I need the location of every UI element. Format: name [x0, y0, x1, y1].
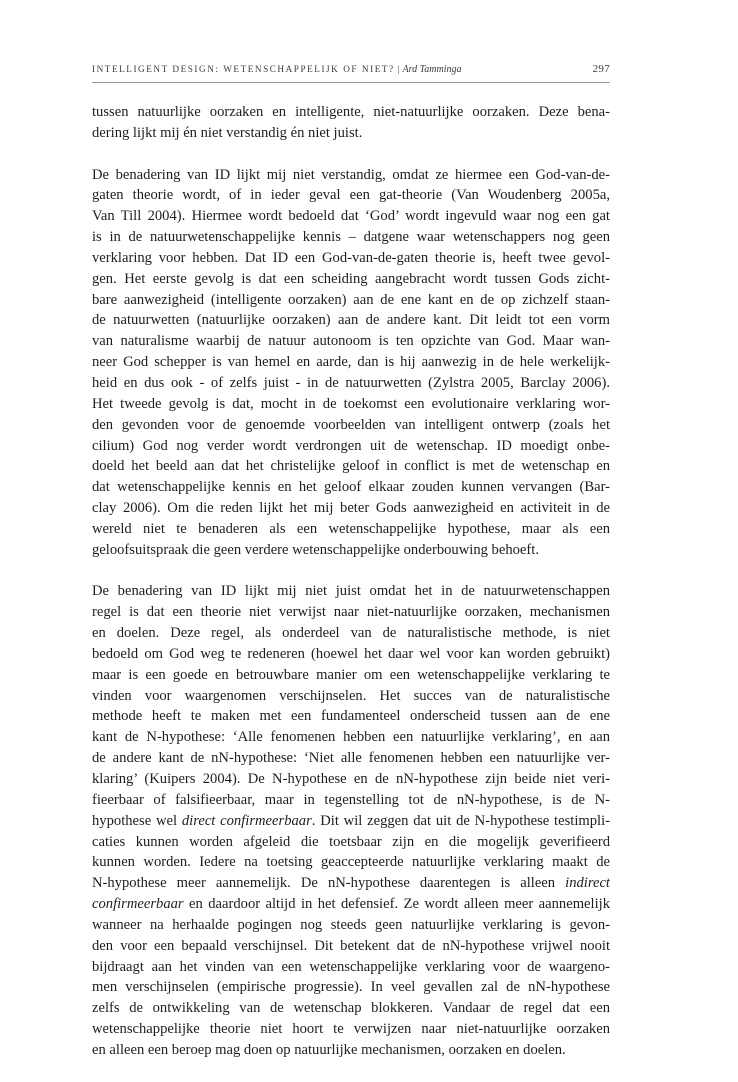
text-run: doeld het beeld aan dat het christelijke geloof in conflict is met de wetenschap en: [92, 458, 610, 475]
page-number: 297: [592, 63, 610, 75]
text-line: [92, 748, 610, 769]
running-head-author: Ard Tamminga: [402, 64, 462, 75]
text-line: [92, 936, 610, 957]
paragraph: [92, 102, 610, 144]
text-line: [92, 456, 610, 477]
text-line: [92, 873, 610, 894]
text-line: [92, 498, 610, 519]
text-line: [92, 1040, 610, 1061]
text-run: geloofsuitspraak die geen verdere wetenschappelijke onderbouwing behoeft.: [92, 541, 539, 558]
text-run: en alleen een beroep mag doen op natuurlijke mechanismen, oorzaken en doelen.: [92, 1041, 566, 1058]
text-line: [92, 790, 610, 811]
running-head: [92, 62, 610, 78]
text-line: [92, 290, 610, 311]
text-run: en doelen. Deze regel, als onderdeel van de naturalistische methode, is niet: [92, 625, 610, 642]
text-run: neer God schepper is van hemel en aarde, dan is hij aanwezig in de hele werkelijk-: [92, 354, 610, 371]
paragraph: [92, 581, 610, 1060]
text-line: [92, 310, 610, 331]
running-head-text: [92, 64, 462, 75]
text-line: [92, 331, 610, 352]
text-line: [92, 623, 610, 644]
text-run: de natuurwetten (natuurlijke oorzaken) aan de andere kant. Dit leidt tot een vorm: [92, 312, 610, 329]
text-run: den gevonden voor de genoemde voorbeelden van intelligent ontwerp (zoals het: [92, 416, 610, 433]
text-line: [92, 436, 610, 457]
text-run: methode heeft te maken met een fundamenteel onderscheid tussen aan de ene: [92, 708, 610, 725]
text-run: tussen natuurlijke oorzaken en intelligente, niet-natuurlijke oorzaken. Deze bena-: [92, 104, 610, 120]
text-run: kunnen worden. Iedere na toetsing geaccepteerde natuurlijke verklaring maakt de: [92, 854, 610, 871]
text-line: [92, 665, 610, 686]
text-run: wanneer na herhaalde pogingen nog steeds geen natuurlijke verklaring is gevon-: [92, 916, 610, 933]
text-run: zelfs de ontwikkeling van de wetenschap blokkeren. Vandaar de regel dat een: [92, 1000, 610, 1017]
paragraph: [92, 165, 610, 561]
text-line: [92, 998, 610, 1019]
text-run: regel is dat een theorie niet verwijst naar niet-natuurlijke oorzaken, mechanismen: [92, 604, 610, 621]
text-run: maar is een goede en betrouwbare manier om een wetenschappelijke verklaring te: [92, 666, 610, 683]
text-run: fieerbaar of falsifieerbaar, maar in tegenstelling tot de nN-hypothese, is de N-: [92, 791, 610, 808]
text-line: [92, 706, 610, 727]
text-run: men verschijnselen (empirische progressie). In veel gevallen zal de nN-hypothese: [92, 979, 610, 996]
text-line: [92, 686, 610, 707]
text-run: caties kunnen worden afgeleid die toetsbaar zijn en die mogelijk geverifieerd: [92, 833, 610, 850]
text-run: . Dit wil zeggen dat uit de N-hypothese testimpli-: [311, 812, 610, 829]
text-line: [92, 832, 610, 853]
text-run: is in de natuurwetenschappelijke kennis – datgene waar wetenschappers nog geen: [92, 229, 610, 246]
text-line: [92, 415, 610, 436]
text-run: heid en dus ook - of zelfs juist - in de natuurwetten (Zylstra 2005, Barclay 2006).: [92, 374, 610, 391]
text-line: [92, 894, 610, 915]
text-run: bijdraagt aan het vinden van een wetenschappelijke verklaring voor de waargeno-: [92, 958, 610, 975]
text-line: [92, 165, 610, 186]
text-line: [92, 102, 610, 123]
text-line: [92, 957, 610, 978]
text-run: klaring’ (Kuipers 2004). De N-hypothese en de nN-hypothese zijn beide niet veri-: [92, 771, 610, 787]
text-run: den voor een bepaald verschijnsel. Dit betekent dat de nN-hypothese vrijwel nooit: [92, 937, 610, 954]
text-line: [92, 811, 610, 832]
running-head-separator: |: [397, 64, 400, 74]
text-run: gen. Het eerste gevolg is dat een scheiding aangebracht wordt tussen Gods zicht-: [92, 270, 610, 287]
text-run: kant de N-hypothese: ‘Alle fenomenen hebben een natuurlijke verklaring’, en aan: [92, 729, 610, 746]
text-run: De benadering van ID lijkt mij niet verstandig, omdat ze hiermee een God-van-de-: [92, 166, 610, 183]
text-line: [92, 644, 610, 665]
text-line: [92, 769, 610, 790]
text-run: dat wetenschappelijke kennis en het geloof elkaar zouden kunnen vervangen (Bar-: [92, 479, 610, 496]
text-run: hypothese wel: [92, 812, 182, 829]
text-run: N-hypothese meer aannemelijk. De nN-hypothese daarentegen is alleen: [92, 875, 566, 892]
text-line: [92, 852, 610, 873]
text-run: De benadering van ID lijkt mij niet juist omdat het in de natuurwetenschappen: [92, 583, 610, 600]
text-run: cilium) God nog verder wordt verdrongen uit de wetenschap. ID moedigt onbe-: [92, 437, 610, 454]
text-line: [92, 727, 610, 748]
text-line: [92, 977, 610, 998]
italic-term: indirect: [565, 875, 610, 892]
running-head-title: INTELLIGENT DESIGN: WETENSCHAPPELIJK OF NIET?: [92, 64, 395, 74]
text-line: [92, 581, 610, 602]
text-line: [92, 185, 610, 206]
text-run: dering lijkt mij én niet verstandig én niet juist.: [92, 124, 363, 141]
text-run: en daardoor altijd in het defensief. Ze wordt alleen meer aannemelijk: [183, 896, 610, 913]
text-run: de andere kant de nN-hypothese: ‘Niet alle fenomenen hebben een natuurlijke ver-: [92, 750, 610, 767]
text-run: van naturalisme waarbij de natuur autonoom is ten opzichte van God. Maar wan-: [92, 333, 610, 350]
body-text: [92, 102, 610, 1082]
text-line: [92, 227, 610, 248]
text-run: bare aanwezigheid (intelligente oorzaken) aan de ene kant en de op zichzelf staan-: [92, 291, 610, 308]
italic-term: confirmeerbaar: [92, 896, 184, 913]
text-line: [92, 519, 610, 540]
text-line: [92, 373, 610, 394]
text-run: wereld niet te benaderen als een wetenschappelijke hypothese, maar als een: [92, 520, 610, 537]
text-run: Van Till 2004). Hiermee wordt bedoeld dat ‘God’ wordt ingevuld waar nog een gat: [92, 208, 610, 225]
text-run: Het tweede gevolg is dat, mocht in de toekomst een evolutionaire verklaring wor-: [92, 395, 610, 412]
text-run: clay 2006). Om die reden lijkt het mij beter Gods aanwezigheid en activiteit in de: [92, 500, 610, 517]
text-run: verklaring voor hebben. Dat ID een God-van-de-gaten theorie is, heeft twee gevol-: [92, 249, 610, 266]
text-line: [92, 602, 610, 623]
text-line: [92, 248, 610, 269]
text-line: [92, 915, 610, 936]
text-run: gaten theorie wordt, of in ieder geval een gat-theorie (Van Woudenberg 2005a,: [92, 187, 610, 204]
text-line: [92, 477, 610, 498]
text-line: [92, 206, 610, 227]
text-line: [92, 352, 610, 373]
text-line: [92, 1019, 610, 1040]
text-line: [92, 394, 610, 415]
text-line: [92, 123, 610, 144]
text-line: [92, 540, 610, 561]
text-run: wetenschappelijke theorie niet hoort te verwijzen naar niet-natuurlijke oorzaken: [92, 1021, 610, 1038]
header-rule: [92, 82, 610, 83]
text-line: [92, 269, 610, 290]
text-run: bedoeld om God weg te redeneren (hoewel het daar wel voor kan worden gebruikt): [92, 645, 610, 662]
text-run: vinden voor waargenomen verschijnselen. Het succes van de naturalistische: [92, 687, 610, 704]
italic-term: direct confirmeerbaar: [181, 812, 312, 829]
